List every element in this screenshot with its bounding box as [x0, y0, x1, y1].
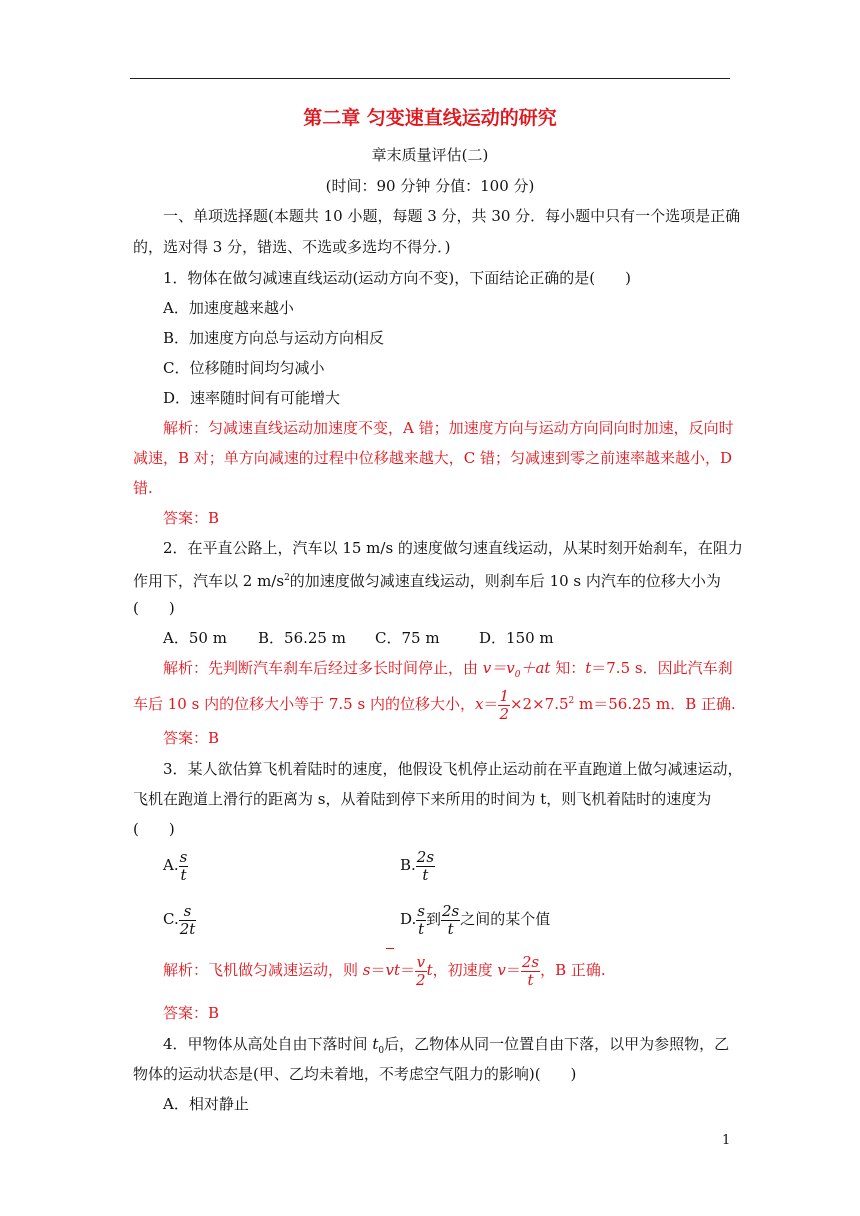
q3-analysis: 解析：飞机做匀减速运动，则 s＝vt＝ $\frac{v}{2}$ t，初速度 v＝ $\frac{2s}{t}$ ，B 正确. — [163, 950, 606, 990]
exam-timing: (时间：90 分钟 分值：100 分) — [325, 177, 535, 195]
q3-stem-line3: ( ) — [133, 820, 175, 838]
q2-stem-line3: ( ) — [133, 599, 175, 617]
q3-option-d: D. $\frac{s}{t}$ 到 $\frac{2s}{t}$ 之间的某个值 — [400, 901, 551, 938]
q3-stem-line2: 飞机在跑道上滑行的距离为 s，从着陆到停下来所用的时间为 t，则飞机着陆时的速度为 — [133, 790, 712, 808]
q1-option-b: B．加速度方向总与运动方向相反 — [163, 329, 385, 347]
q2-stem-line2: 作用下，汽车以 2 $m/s^2$的加速度做匀减速直线运动，则刹车后 10 s 内汽车的位移大小为 — [133, 572, 721, 590]
q3-option-b: B. $\frac{2s}{t}$ — [400, 847, 435, 884]
q3-answer: 答案：B — [163, 1004, 220, 1022]
q2-option-d: D．150 m — [479, 629, 554, 647]
q2-analysis-line1: 解析：先判断汽车刹车后经过多长时间停止，由 $v=v_0+at$ 知：t＝7.5 s．因此汽车刹 — [163, 659, 733, 680]
chapter-title: 第二章 匀变速直线运动的研究 — [303, 107, 557, 129]
q2-stem-line1: 2．在平直公路上，汽车以 15 m/s 的速度做匀速直线运动，从某时刻开始刹车，在阻力 — [163, 539, 743, 557]
q3-option-a: A. $\frac{s}{t}$ — [163, 847, 188, 884]
q2-option-b: B．56.25 m — [258, 629, 346, 647]
q3-stem-line1: 3．某人欲估算飞机着陆时的速度，他假设飞机停止运动前在平直跑道上做匀减速运动， — [163, 760, 743, 778]
q1-option-a: A．加速度越来越小 — [163, 299, 294, 317]
q2-answer: 答案：B — [163, 729, 220, 747]
q1-option-c: C．位移随时间均匀减小 — [163, 359, 325, 377]
page-number: 1 — [722, 1133, 731, 1148]
section-heading-line2: 的，选对得 3 分，错选、不选或多选均不得分．) — [133, 238, 451, 256]
q3-option-c: C. $\frac{s}{2t}$ — [163, 901, 196, 938]
q4-stem-line2: 物体的运动状态是(甲、乙均未着地，不考虑空气阻力的影响)( ) — [133, 1065, 577, 1083]
q1-analysis-line3: 错. — [133, 479, 153, 497]
section-heading-line1: 一、单项选择题(本题共 10 小题，每题 3 分，共 30 分．每小题中只有一个选项是正确 — [163, 207, 741, 225]
chapter-subtitle: 章末质量评估(二) — [371, 146, 489, 164]
q1-analysis-line2: 减速，B 对；单方向减速的过程中位移越来越大，C 错；匀减速到零之前速率越来越小，D — [133, 449, 733, 467]
q2-option-c: C．75 m — [375, 629, 440, 647]
q1-answer: 答案：B — [163, 509, 220, 527]
q2-fraction: $\frac{1}{2}$ — [499, 686, 509, 723]
q1-analysis-line1: 解析：匀减速直线运动加速度不变，A 错；加速度方向与运动方向同向时加速，反向时 — [163, 419, 734, 437]
q1-option-d: D．速率随时间有可能增大 — [163, 389, 341, 407]
vbar-symbol: v — [386, 950, 394, 990]
q4-option-a: A．相对静止 — [163, 1095, 249, 1113]
q1-stem: 1．物体在做匀减速直线运动(运动方向不变)，下面结论正确的是( ) — [163, 269, 631, 287]
header-rule — [130, 78, 730, 79]
q2-analysis-line2: 车后 10 s 内的位移大小等于 7.5 s 内的位移大小，x＝ $\frac{1}{2}$ $\times 2\times 7.5^2$ m＝56.25 m．B 正确. — [133, 686, 736, 723]
q4-stem-line1: 4．甲物体从高处自由下落时间 $t_0$后，乙物体从同一位置自由下落，以甲为参照物，乙 — [163, 1035, 730, 1056]
q2-option-a: A．50 m — [163, 629, 227, 647]
